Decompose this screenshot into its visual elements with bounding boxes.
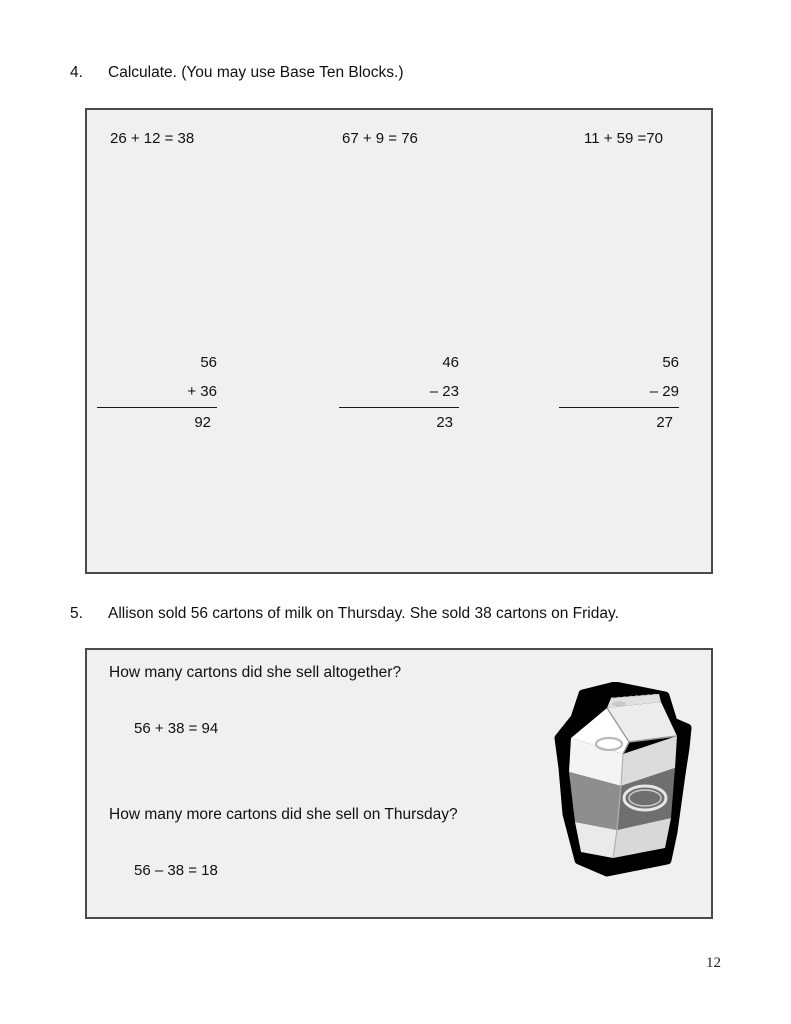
vertical-problem-1-top: 56	[200, 354, 217, 371]
vertical-problem-2-top: 46	[442, 354, 459, 371]
inline-equation-2: 67 + 9 = 76	[342, 130, 418, 147]
vertical-problem-1-operation: + 36	[97, 377, 217, 408]
vertical-problem-3	[559, 348, 679, 437]
vertical-problem-row	[87, 348, 711, 438]
question-4-answer-box[interactable]	[85, 108, 713, 574]
vertical-problem-2-operation: – 23	[339, 377, 459, 408]
vertical-problem-3-operation: – 29	[559, 377, 679, 408]
vertical-problem-3-result: 27	[656, 414, 673, 431]
inline-equation-3: 11 + 59 =70	[584, 130, 663, 147]
vertical-problem-1	[97, 348, 217, 437]
vertical-problem-2	[339, 348, 459, 437]
milk-carton-icon	[549, 682, 709, 877]
question-4-number: 4.	[70, 64, 83, 81]
vertical-problem-1-result: 92	[194, 414, 211, 431]
question-5-prompt: Allison sold 56 cartons of milk on Thursday. She sold 38 cartons on Friday.	[108, 605, 619, 622]
question-4-prompt: Calculate. (You may use Base Ten Blocks.)	[108, 64, 404, 81]
page-number: 12	[706, 955, 721, 971]
question-5-heading	[70, 604, 619, 623]
question-5-answer-box[interactable]	[85, 648, 713, 919]
question-5-part-b-answer: 56 – 38 = 18	[134, 862, 218, 879]
question-4-heading	[70, 63, 404, 82]
vertical-problem-3-top: 56	[662, 354, 679, 371]
question-5-part-b-question: How many more cartons did she sell on Thursday?	[109, 806, 458, 823]
inline-equation-row	[87, 130, 711, 154]
inline-equation-1: 26 + 12 = 38	[110, 130, 195, 147]
question-5-part-a-answer: 56 + 38 = 94	[134, 720, 219, 737]
vertical-problem-2-result: 23	[436, 414, 453, 431]
question-5-part-a-question: How many cartons did she sell altogether?	[109, 664, 402, 681]
question-5-number: 5.	[70, 605, 83, 622]
